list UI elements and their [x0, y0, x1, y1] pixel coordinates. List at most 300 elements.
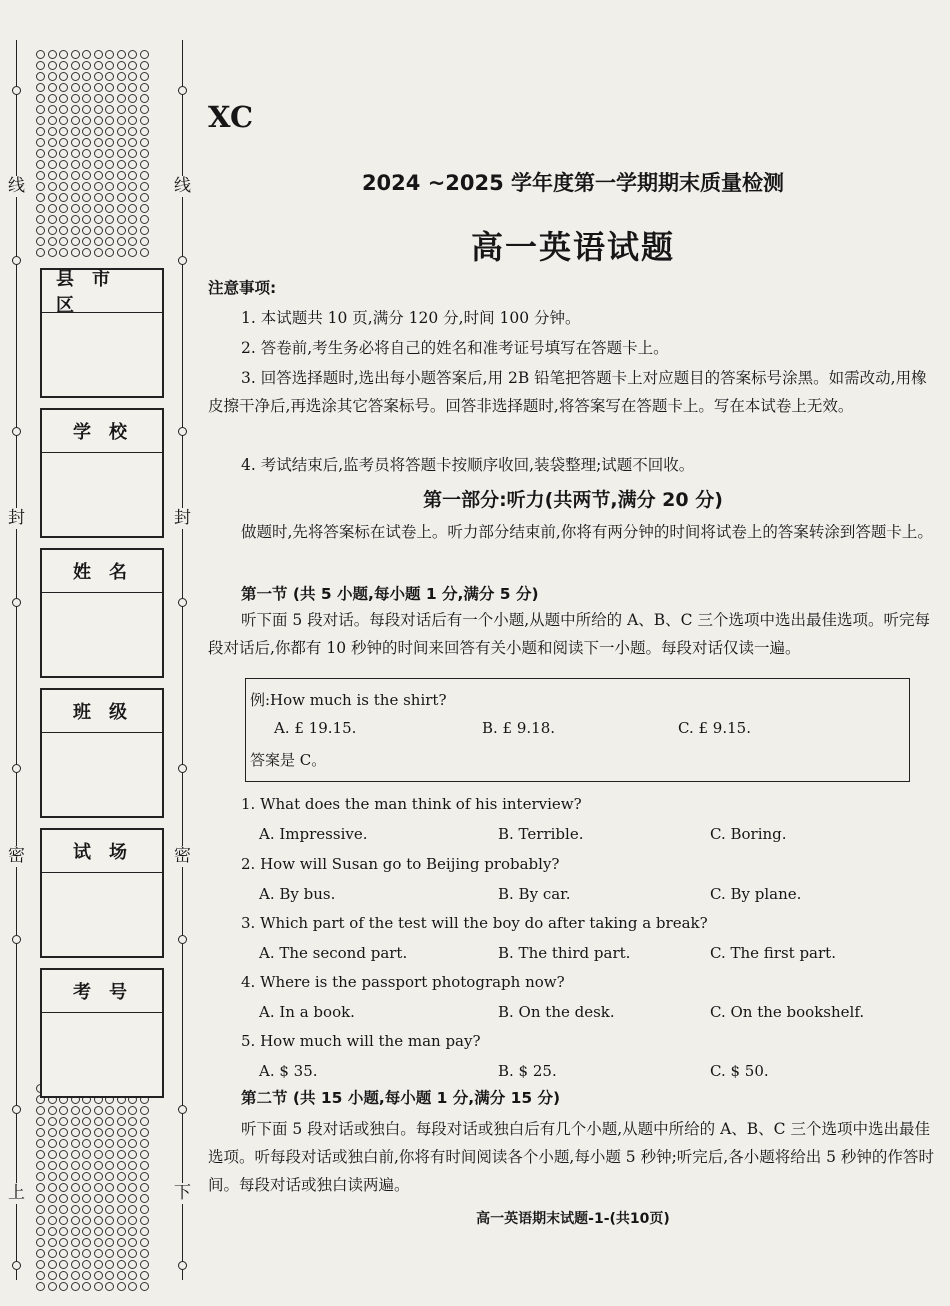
timing-dot [48, 193, 57, 202]
timing-dot [128, 149, 137, 158]
timing-dot [71, 105, 80, 114]
timing-dot [140, 193, 149, 202]
timing-dot [140, 1106, 149, 1115]
timing-dot [117, 72, 126, 81]
field-class [40, 688, 164, 818]
field-county [40, 268, 164, 398]
binding-margin [0, 0, 195, 1306]
timing-dot [140, 1150, 149, 1159]
timing-dot [36, 1161, 45, 1170]
timing-dot [36, 1282, 45, 1291]
timing-dot [128, 204, 137, 213]
timing-dot [59, 1172, 68, 1181]
timing-dot [105, 50, 114, 59]
timing-dot [48, 1260, 57, 1269]
timing-dot [140, 1271, 149, 1280]
timing-dot [48, 204, 57, 213]
timing-dot [71, 1139, 80, 1148]
timing-dot [36, 116, 45, 125]
timing-dot [82, 1128, 91, 1137]
timing-dot [71, 149, 80, 158]
timing-dot [48, 182, 57, 191]
timing-dot [48, 83, 57, 92]
timing-dot [71, 1128, 80, 1137]
timing-dot [48, 160, 57, 169]
field-label: 姓名 [42, 550, 162, 593]
timing-dot [128, 1161, 137, 1170]
timing-dot [128, 1183, 137, 1192]
timing-dot [48, 105, 57, 114]
timing-dot [117, 1271, 126, 1280]
timing-dot [36, 248, 45, 257]
timing-dot [59, 1271, 68, 1280]
timing-dot [59, 83, 68, 92]
timing-dot [117, 1194, 126, 1203]
timing-dot [59, 1260, 68, 1269]
timing-dot [59, 226, 68, 235]
section2-instruction: 听下面 5 段对话或独白。每段对话或独白后有几个小题,从题中所给的 A、B、C 三个选项中选出最佳选项。听每段对话或独白前,你将有时间阅读各个小题,每小题 5 秒钟;听完后,各小题将给出 5 秒钟的作答时间。每段对话或独白读两遍。 [208, 1120, 934, 1194]
timing-dot [105, 1128, 114, 1137]
timing-dot [48, 61, 57, 70]
timing-dot [82, 226, 91, 235]
timing-dot [105, 171, 114, 180]
timing-dot [128, 1216, 137, 1225]
timing-dot [117, 1205, 126, 1214]
timing-dot [117, 204, 126, 213]
timing-dot [117, 226, 126, 235]
timing-dot [59, 1205, 68, 1214]
timing-dot [59, 149, 68, 158]
timing-dot [105, 1249, 114, 1258]
field-exam-room [40, 828, 164, 958]
timing-dot [105, 1227, 114, 1236]
timing-dot [117, 94, 126, 103]
timing-dot [48, 1271, 57, 1280]
timing-dot [117, 50, 126, 59]
timing-dot [105, 1139, 114, 1148]
timing-dot [82, 1139, 91, 1148]
timing-dot [117, 83, 126, 92]
timing-dot [94, 1183, 103, 1192]
timing-dot [140, 127, 149, 136]
page-title: 高一英语试题 [470, 228, 675, 266]
hole-marker [178, 598, 187, 607]
timing-marks-bottom [36, 1084, 154, 1291]
timing-dot [36, 1183, 45, 1192]
timing-dot [82, 105, 91, 114]
timing-dot [36, 1106, 45, 1115]
timing-dot [59, 171, 68, 180]
timing-dot [94, 226, 103, 235]
hole-marker [12, 598, 21, 607]
timing-dot [94, 1249, 103, 1258]
timing-dot [48, 171, 57, 180]
question: 4. Where is the passport photograph now? [241, 973, 565, 991]
timing-dot [140, 1161, 149, 1170]
option-a: A. By bus. [259, 885, 336, 903]
timing-dot [82, 1205, 91, 1214]
timing-dot [59, 127, 68, 136]
hole-marker [12, 427, 21, 436]
seal-char-seal: 封 [174, 508, 191, 528]
timing-dot [140, 226, 149, 235]
timing-dot [82, 204, 91, 213]
timing-dot [117, 1183, 126, 1192]
timing-dot [128, 160, 137, 169]
timing-dot [82, 1117, 91, 1126]
timing-dot [36, 138, 45, 147]
page-footer: 高一英语期末试题-1-(共10页) [476, 1211, 670, 1227]
option-c: C. $ 50. [710, 1062, 769, 1080]
timing-dot [94, 1128, 103, 1137]
timing-dot [128, 105, 137, 114]
timing-dot [71, 83, 80, 92]
timing-dot [117, 1227, 126, 1236]
hole-marker [12, 1105, 21, 1114]
timing-dot [105, 237, 114, 246]
timing-dot [59, 50, 68, 59]
timing-dot [36, 1260, 45, 1269]
timing-dot [94, 50, 103, 59]
timing-dot [117, 1139, 126, 1148]
timing-dot [82, 149, 91, 158]
hole-marker [178, 427, 187, 436]
timing-dot [36, 1117, 45, 1126]
seal-char-line: 线 [174, 176, 191, 196]
timing-dot [140, 83, 149, 92]
timing-dot [117, 1216, 126, 1225]
timing-dot [82, 1183, 91, 1192]
timing-dot [48, 226, 57, 235]
timing-dot [94, 149, 103, 158]
timing-dot [48, 1139, 57, 1148]
timing-dot [48, 1183, 57, 1192]
timing-dot [128, 237, 137, 246]
timing-dot [105, 1282, 114, 1291]
timing-dot [36, 1249, 45, 1258]
timing-dot [71, 237, 80, 246]
timing-dot [59, 105, 68, 114]
timing-dot [105, 248, 114, 257]
timing-dot [128, 94, 137, 103]
timing-dot [128, 1106, 137, 1115]
timing-dot [128, 1249, 137, 1258]
timing-dot [128, 1205, 137, 1214]
timing-dot [82, 1161, 91, 1170]
seal-char-up: 上 [8, 1183, 25, 1203]
timing-dot [128, 215, 137, 224]
timing-dot [117, 138, 126, 147]
section1-instruction: 听下面 5 段对话。每段对话后有一个小题,从题中所给的 A、B、C 三个选项中选出最佳选项。听完每段对话后,你都有 10 秒钟的时间来回答有关小题和阅读下一小题。每段对话仅读一遍。 [208, 611, 930, 657]
field-exam-number [40, 968, 164, 1098]
timing-dot [48, 1128, 57, 1137]
example-question: 例:How much is the shirt? [250, 691, 447, 709]
timing-dot [140, 1172, 149, 1181]
timing-dot [59, 116, 68, 125]
hole-marker [12, 764, 21, 773]
timing-dot [140, 1238, 149, 1247]
timing-dot [140, 1260, 149, 1269]
option-c: C. Boring. [710, 825, 787, 843]
option-c: C. On the bookshelf. [710, 1003, 865, 1021]
timing-dot [36, 1172, 45, 1181]
timing-dot [48, 1216, 57, 1225]
question: 2. How will Susan go to Beijing probably? [241, 855, 560, 873]
timing-dot [48, 1249, 57, 1258]
timing-dot [59, 182, 68, 191]
timing-dot [94, 1260, 103, 1269]
timing-dot [36, 94, 45, 103]
timing-dot [140, 116, 149, 125]
timing-dot [48, 127, 57, 136]
timing-dot [105, 94, 114, 103]
timing-dot [94, 215, 103, 224]
timing-dot [82, 116, 91, 125]
timing-dot [82, 1260, 91, 1269]
timing-dot [71, 215, 80, 224]
timing-dot [105, 1216, 114, 1225]
timing-dot [94, 127, 103, 136]
hole-marker [178, 935, 187, 944]
timing-dot [71, 61, 80, 70]
timing-dot [36, 83, 45, 92]
timing-dot [140, 1183, 149, 1192]
timing-dot [48, 215, 57, 224]
timing-dot [105, 1117, 114, 1126]
timing-dot [117, 1106, 126, 1115]
timing-dot [140, 1117, 149, 1126]
timing-dot [117, 61, 126, 70]
timing-dot [36, 1271, 45, 1280]
timing-dot [71, 72, 80, 81]
timing-dot [71, 1249, 80, 1258]
timing-dot [94, 1238, 103, 1247]
timing-dot [71, 94, 80, 103]
timing-dot [117, 1238, 126, 1247]
seal-char-line: 线 [8, 176, 25, 196]
timing-dot [59, 248, 68, 257]
timing-dot [94, 61, 103, 70]
timing-dot [105, 1161, 114, 1170]
timing-dot [36, 237, 45, 246]
timing-dot [48, 1150, 57, 1159]
timing-dot [48, 1161, 57, 1170]
timing-dot [48, 94, 57, 103]
timing-dot [59, 1282, 68, 1291]
timing-dot [94, 193, 103, 202]
timing-dot [140, 1139, 149, 1148]
timing-dot [94, 1150, 103, 1159]
timing-dot [140, 237, 149, 246]
timing-dot [71, 1117, 80, 1126]
timing-dot [140, 1128, 149, 1137]
timing-dot [128, 1271, 137, 1280]
timing-dot [48, 237, 57, 246]
timing-dot [140, 1194, 149, 1203]
timing-dot [48, 72, 57, 81]
hole-marker [12, 935, 21, 944]
timing-dot [82, 1249, 91, 1258]
example-option: A. £ 19.15. [274, 719, 357, 737]
timing-dot [71, 171, 80, 180]
timing-dot [140, 160, 149, 169]
hole-marker [178, 1105, 187, 1114]
timing-dot [36, 50, 45, 59]
timing-dot [94, 1106, 103, 1115]
timing-dot [48, 116, 57, 125]
example-answer: 答案是 C。 [250, 751, 327, 769]
section1-heading: 第一节 (共 5 小题,每小题 1 分,满分 5 分) [241, 585, 539, 603]
option-b: B. Terrible. [498, 825, 584, 843]
timing-marks-top [36, 50, 154, 257]
hole-marker [12, 256, 21, 265]
timing-dot [128, 1117, 137, 1126]
timing-dot [71, 1150, 80, 1159]
timing-dot [105, 138, 114, 147]
timing-dot [59, 193, 68, 202]
timing-dot [140, 248, 149, 257]
timing-dot [94, 72, 103, 81]
timing-dot [59, 1216, 68, 1225]
timing-dot [82, 1238, 91, 1247]
timing-dot [140, 1282, 149, 1291]
timing-dot [140, 61, 149, 70]
question: 1. What does the man think of his interview? [241, 795, 582, 813]
timing-dot [128, 1172, 137, 1181]
hole-marker [178, 86, 187, 95]
timing-dot [71, 1260, 80, 1269]
timing-dot [48, 1282, 57, 1291]
timing-dot [71, 1271, 80, 1280]
timing-dot [82, 1106, 91, 1115]
hole-marker [178, 1261, 187, 1270]
timing-dot [140, 1205, 149, 1214]
timing-dot [36, 1139, 45, 1148]
timing-dot [117, 116, 126, 125]
timing-dot [105, 83, 114, 92]
timing-dot [48, 149, 57, 158]
timing-dot [82, 182, 91, 191]
timing-dot [59, 237, 68, 246]
timing-dot [117, 160, 126, 169]
timing-dot [105, 204, 114, 213]
timing-dot [71, 1172, 80, 1181]
option-b: B. The third part. [498, 944, 631, 962]
hole-marker [12, 1261, 21, 1270]
timing-dot [117, 171, 126, 180]
timing-dot [59, 1227, 68, 1236]
timing-dot [117, 193, 126, 202]
timing-dot [82, 193, 91, 202]
timing-dot [117, 1117, 126, 1126]
timing-dot [48, 1205, 57, 1214]
note-item: 2. 答卷前,考生务必将自己的姓名和准考证号填写在答题卡上。 [241, 339, 669, 357]
timing-dot [94, 1282, 103, 1291]
option-a: A. Impressive. [259, 825, 368, 843]
timing-dot [140, 204, 149, 213]
timing-dot [117, 1172, 126, 1181]
timing-dot [71, 1106, 80, 1115]
timing-dot [82, 215, 91, 224]
timing-dot [71, 127, 80, 136]
timing-dot [82, 248, 91, 257]
timing-dot [36, 1150, 45, 1159]
timing-dot [36, 1128, 45, 1137]
timing-dot [71, 50, 80, 59]
timing-dot [48, 138, 57, 147]
timing-dot [128, 1238, 137, 1247]
timing-dot [140, 215, 149, 224]
timing-dot [36, 160, 45, 169]
timing-dot [140, 1216, 149, 1225]
timing-dot [48, 1238, 57, 1247]
option-a: A. The second part. [259, 944, 408, 962]
timing-dot [105, 61, 114, 70]
timing-dot [59, 160, 68, 169]
timing-dot [59, 61, 68, 70]
timing-dot [117, 1260, 126, 1269]
timing-dot [94, 1172, 103, 1181]
timing-dot [117, 127, 126, 136]
timing-dot [94, 83, 103, 92]
timing-dot [94, 1227, 103, 1236]
timing-dot [117, 149, 126, 158]
timing-dot [105, 215, 114, 224]
timing-dot [71, 1161, 80, 1170]
note-item: 3. 回答选择题时,选出每小题答案后,用 2B 铅笔把答题卡上对应题目的答案标号涂黑。如需改动,用橡皮擦干净后,再选涂其它答案标号。回答非选择题时,将答案写在答题卡上。写在本试卷上无效。 [208, 369, 927, 415]
timing-dot [82, 1150, 91, 1159]
paper-code: XC [208, 100, 254, 134]
seal-char-secret: 密 [174, 846, 191, 866]
section2-heading: 第二节 (共 15 小题,每小题 1 分,满分 15 分) [241, 1089, 561, 1107]
timing-dot [59, 1139, 68, 1148]
timing-dot [117, 1282, 126, 1291]
timing-dot [59, 72, 68, 81]
timing-dot [94, 1205, 103, 1214]
timing-dot [36, 127, 45, 136]
timing-dot [36, 204, 45, 213]
timing-dot [105, 72, 114, 81]
timing-dot [36, 1238, 45, 1247]
timing-dot [71, 1216, 80, 1225]
timing-dot [71, 1238, 80, 1247]
option-b: B. On the desk. [498, 1003, 615, 1021]
timing-dot [94, 94, 103, 103]
timing-dot [36, 171, 45, 180]
timing-dot [36, 105, 45, 114]
timing-dot [105, 1260, 114, 1269]
timing-dot [105, 1106, 114, 1115]
timing-dot [94, 116, 103, 125]
question: 3. Which part of the test will the boy do after taking a break? [241, 914, 708, 932]
field-school [40, 408, 164, 538]
timing-dot [140, 171, 149, 180]
timing-dot [128, 226, 137, 235]
timing-dot [128, 50, 137, 59]
question: 5. How much will the man pay? [241, 1032, 481, 1050]
timing-dot [105, 105, 114, 114]
timing-dot [94, 182, 103, 191]
timing-dot [128, 1128, 137, 1137]
timing-dot [117, 1128, 126, 1137]
timing-dot [128, 61, 137, 70]
hole-marker [178, 256, 187, 265]
timing-dot [82, 237, 91, 246]
timing-dot [128, 1150, 137, 1159]
timing-dot [82, 127, 91, 136]
option-b: B. By car. [498, 885, 571, 903]
timing-dot [82, 1282, 91, 1291]
